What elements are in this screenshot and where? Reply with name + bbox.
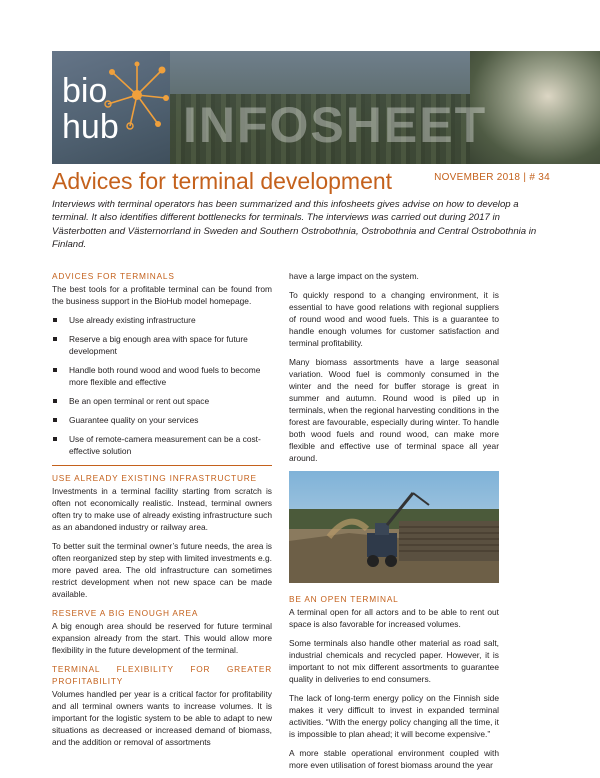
- list-item: Handle both round wood and wood fuels to become more flexible and effective: [52, 364, 272, 388]
- list-item: Use already existing infrastructure: [52, 314, 272, 326]
- list-item: Be an open terminal or rent out space: [52, 395, 272, 407]
- advices-text: The best tools for a profitable terminal can be found from the business support in the BioHub model homepage.: [52, 284, 272, 306]
- open-terminal-paragraph-2: Some terminals also handle other material as road salt, industrial chemicals and recycled paper. However, it is important to not mix different assortments to guarantee quality in deliveries to end consumers.: [289, 638, 499, 684]
- advices-list: [52, 314, 272, 457]
- logo-text-hub: hub: [62, 108, 119, 146]
- infosheet-wordmark: INFOSHEET: [183, 97, 488, 153]
- infrastructure-paragraph-1: Investments in a terminal facility starting from scratch is often not economically realistic. Instead, terminal owners often try to make use of already existing infrastructure such as an abandoned industry or railway area.: [52, 486, 272, 532]
- list-item: Reserve a big enough area with space for future development: [52, 333, 272, 357]
- page-title: Advices for terminal development: [52, 168, 393, 194]
- section-heading-open-terminal: BE AN OPEN TERMINAL: [289, 594, 399, 604]
- logo-text-bio: bio: [62, 72, 108, 110]
- continued-paragraph: have a large impact on the system.: [289, 271, 419, 281]
- section-heading-advices: ADVICES FOR TERMINALS: [52, 271, 175, 281]
- issue-info: [434, 172, 550, 183]
- open-terminal-paragraph-1: A terminal open for all actors and to be able to rent out space is also favorable for increased volumes.: [289, 607, 499, 629]
- right-column: [289, 270, 499, 778]
- section-heading-infrastructure: USE ALREADY EXISTING INFRASTRUCTURE: [52, 473, 257, 483]
- flexibility-paragraph: Volumes handled per year is a critical factor for profitability and all terminal owners wants to increase volumes. It is important for the logistic system to be able to adapt to new situations as decreased or increased demand of biomass, and the addition or removal of assortments: [52, 689, 272, 747]
- open-terminal-paragraph-3: The lack of long-term energy policy on the Finnish side makes it very difficult to invest in expanded terminal activities. “With the energy policy changing all the time, it is impossible to plan ahead; it will become expensive.”: [289, 693, 499, 739]
- relations-paragraph: To quickly respond to a changing environment, it is essential to have good relations with regional suppliers of round wood and wood fuels. This is a guarantee to handle enough volumes for customer satisfaction and terminal profitability.: [289, 290, 499, 348]
- section-divider: [52, 465, 272, 466]
- issue-separator: |: [523, 172, 527, 183]
- section-heading-flexibility: TERMINAL FLEXIBILITY FOR GREATER PROFITABILITY: [52, 664, 272, 686]
- issue-number: # 34: [529, 172, 550, 183]
- intro-paragraph: Interviews with terminal operators has been summarized and this infosheets gives advise on how to develop a terminal. It also identifies different bottlenecks for terminals. The interviews was carried out during 2017 in Västerbotten and Västernorrland in Sweden and Southern Ostrobothnia, Ostrobothnia and Central Ostrobothnia in Finland.: [52, 199, 537, 250]
- list-item: Guarantee quality on your services: [52, 414, 272, 426]
- open-terminal-paragraph-4: A more stable operational environment coupled with more even utilisation of forest biomass around the year: [289, 748, 499, 770]
- issue-date: NOVEMBER 2018: [434, 172, 521, 183]
- pine-branch-photo: [470, 51, 600, 164]
- list-item: Use of remote-camera measurement can be a cost-effective solution: [52, 433, 272, 457]
- section-heading-area: RESERVE A BIG ENOUGH AREA: [52, 608, 199, 618]
- left-column: [52, 270, 272, 755]
- area-paragraph: A big enough area should be reserved for future terminal expansion already from the start. This would allow more flexibility in the future development of the terminal.: [52, 621, 272, 655]
- seasonal-paragraph: Many biomass assortments have a large seasonal variation. Wood fuel is commonly consumed in the winter and the need for buffer storage is great in summer and autumn. Round wood is piled up in terminals, when the regional harvesting conditions in the forest are favourable, especially during winter. To handle both wood fuels and round wood, can make more flexible and effective use of terminal space all year around.: [289, 357, 499, 463]
- infrastructure-paragraph-2: To better suit the terminal owner’s future needs, the area is often reorganized step by step with limited investments e.g. more paved area. The old infrastructure can sometimes restrict development when not new space can be made available.: [52, 541, 272, 599]
- terminal-photo: [289, 471, 499, 583]
